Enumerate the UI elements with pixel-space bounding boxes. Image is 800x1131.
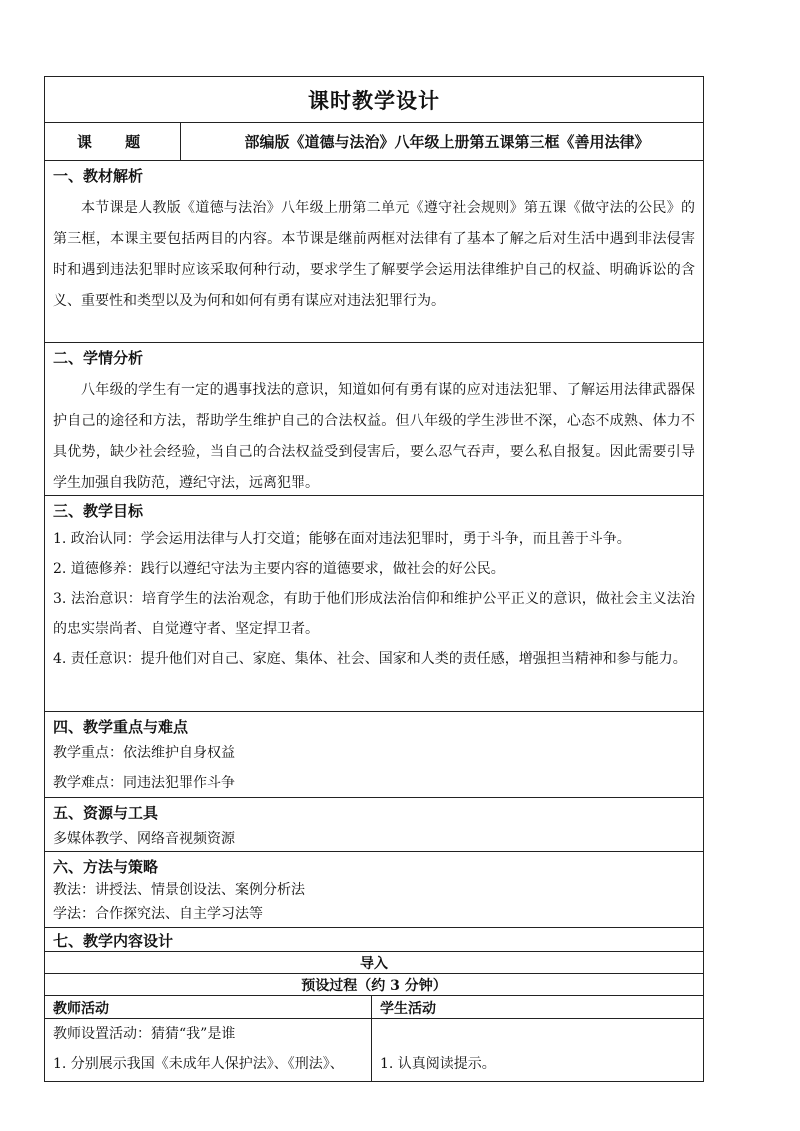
section-key-points	[45, 712, 703, 798]
goal-item: 3. 法治意识：培育学生的法治观念，有助于他们形成法治信仰和维护公平正义的意识，做社会主义法治的忠实崇尚者、自觉遵守者、坚定捍卫者。	[53, 591, 695, 637]
section-heading: 二、学情分析	[53, 349, 144, 367]
section-heading: 六、方法与策略	[53, 858, 159, 876]
page-title: 课时教学设计	[308, 87, 440, 113]
lesson-plan-table	[44, 76, 704, 1082]
section-resources	[45, 798, 703, 852]
activity-header-row	[45, 996, 703, 1019]
section-heading: 四、教学重点与难点	[53, 718, 189, 736]
teacher-activity-header: 教师活动	[45, 996, 372, 1018]
section-methods	[45, 852, 703, 928]
key-point-item: 教学重点：依法维护自身权益	[53, 745, 235, 761]
key-point-item: 教学难点：同违法犯罪作斗争	[53, 775, 235, 791]
process-label-row	[45, 974, 703, 996]
intro-label-row	[45, 952, 703, 974]
section-textbook-analysis	[45, 161, 703, 343]
activity-row	[45, 1019, 703, 1081]
goal-item: 2. 道德修养：践行以遵纪守法为主要内容的道德要求，做社会的好公民。	[53, 561, 505, 577]
section-heading: 七、教学内容设计	[53, 932, 174, 950]
method-item: 学法：合作探究法、自主学习法等	[53, 906, 263, 922]
title-row	[45, 77, 703, 123]
section-heading: 一、教材解析	[53, 167, 144, 185]
topic-row	[45, 123, 703, 161]
teacher-activity-line: 教师设置活动：猜猜“我”是谁	[53, 1026, 236, 1042]
resource-item: 多媒体教学、网络音视频资源	[53, 831, 235, 847]
section-content-design	[45, 928, 703, 952]
topic-label: 课 题	[45, 123, 181, 160]
teacher-activity-line: 1. 分别展示我国《未成年人保护法》、《刑法》、	[53, 1056, 344, 1072]
process-label: 预设过程（约 3 分钟）	[301, 977, 447, 994]
student-activity-line: 1. 认真阅读提示。	[380, 1056, 496, 1072]
section-body: 本节课是人教版《道德与法治》八年级上册第二单元《遵守社会规则》第五课《做守法的公民》的第三框，本课主要包括两目的内容。本节课是继前两框对法律有了基本了解之后对生活中遇到非法侵害时和遇到违法犯罪时应该采取何种行动，要求学生了解要学会运用法律维护自己的权益、明确诉讼的含义、重要性和类型以及为何和如何有勇有谋应对违法犯罪行为。	[53, 200, 695, 309]
section-learner-analysis	[45, 343, 703, 496]
goal-item: 1. 政治认同：学会运用法律与人打交道；能够在面对违法犯罪时，勇于斗争，而且善于斗争。	[53, 531, 631, 547]
method-item: 教法：讲授法、情景创设法、案例分析法	[53, 882, 305, 898]
section-teaching-goals	[45, 496, 703, 712]
section-heading: 五、资源与工具	[53, 804, 159, 822]
student-activity-cell	[372, 1019, 703, 1081]
teacher-activity-cell	[45, 1019, 372, 1081]
section-heading: 三、教学目标	[53, 502, 144, 520]
student-activity-line	[372, 1019, 703, 1049]
intro-label: 导入	[360, 955, 388, 972]
topic-value: 部编版《道德与法治》八年级上册第五课第三框《善用法律》	[244, 133, 650, 151]
section-body: 八年级的学生有一定的遇事找法的意识，知道如何有勇有谋的应对违法犯罪、了解运用法律武器保护自己的途径和方法，帮助学生维护自己的合法权益。但八年级的学生涉世不深，心态不成熟、体力不具优势，缺少社会经验，当自己的合法权益受到侵害后，要么忍气吞声，要么私自报复。因此需要引导学生加强自我防范，遵纪守法，远离犯罪。	[53, 382, 695, 491]
goal-item: 4. 责任意识：提升他们对自己、家庭、集体、社会、国家和人类的责任感，增强担当精神和参与能力。	[53, 651, 687, 667]
student-activity-header: 学生活动	[380, 1001, 436, 1017]
